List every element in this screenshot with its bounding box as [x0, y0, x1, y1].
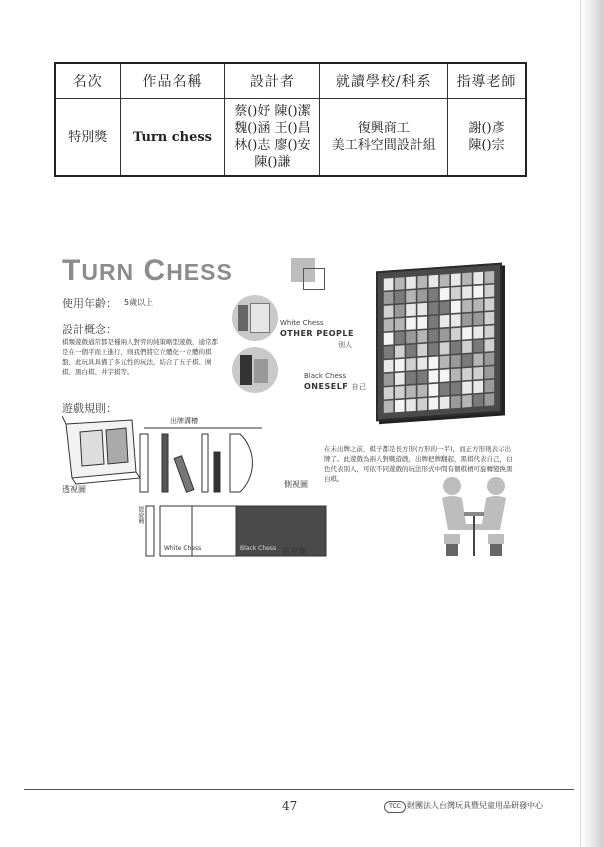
- board-cell: [462, 395, 472, 408]
- board-cell: [395, 372, 405, 385]
- board-cell: [473, 285, 483, 298]
- board-cell: [406, 276, 416, 289]
- board-cell: [384, 400, 394, 413]
- board-cell: [473, 394, 483, 407]
- front-white-label: White Chess: [164, 545, 202, 552]
- board-cell: [406, 290, 416, 303]
- board-cell: [485, 380, 495, 393]
- designer-line: 蔡()妤 陳()潔: [234, 104, 311, 119]
- board-cell: [395, 345, 405, 358]
- cell-rank: 特別獎: [55, 99, 120, 177]
- other-people-label: OTHER PEOPLE: [280, 329, 354, 338]
- board-cell: [440, 342, 450, 355]
- board-cell: [451, 355, 461, 368]
- board-cell: [429, 356, 439, 369]
- board-cell: [395, 304, 405, 317]
- white-chess-photo: [232, 295, 278, 341]
- board-cell: [429, 329, 439, 342]
- board-cell: [384, 305, 394, 318]
- board-cell: [485, 325, 495, 338]
- perspective-drawing: [62, 416, 140, 484]
- teacher-line: 謝()彥: [468, 121, 505, 136]
- slot-label: 出牌溝槽: [170, 417, 198, 425]
- board-cell: [429, 302, 439, 315]
- board-cell: [462, 273, 472, 286]
- board-cell: [451, 273, 461, 286]
- board-cell: [429, 275, 439, 288]
- board-cell: [473, 272, 483, 285]
- board-cell: [406, 358, 416, 371]
- oneself-label: [304, 382, 367, 392]
- side-view-label: 側視圖: [284, 480, 308, 489]
- board-cell: [384, 332, 394, 345]
- board-cell: [451, 328, 461, 341]
- table-row: [55, 99, 526, 177]
- board-cell: [462, 354, 472, 367]
- concept-label: 設計概念：: [62, 323, 117, 336]
- black-chess-label: Black Chess: [304, 372, 347, 380]
- board-cell: [451, 314, 461, 327]
- oneself-en: ONESELF: [304, 382, 349, 391]
- board-cell: [485, 393, 495, 406]
- title-rest: URN: [81, 259, 135, 285]
- school-line: 復興商工: [357, 121, 410, 136]
- board-cell: [451, 382, 461, 395]
- board-cell: [451, 287, 461, 300]
- side-view-drawing: [140, 428, 262, 492]
- board-cell: [384, 360, 394, 373]
- board-cell: [440, 369, 450, 382]
- product-poster: [58, 250, 528, 570]
- board-cell: [395, 359, 405, 372]
- header-rank: 名次: [55, 63, 120, 99]
- board-cell: [384, 292, 394, 305]
- board-cell: [417, 344, 427, 357]
- iso-view-label: 透視圖: [62, 485, 86, 494]
- chess-board-photo: [376, 263, 502, 422]
- board-cell: [417, 289, 427, 302]
- board-cell: [440, 396, 450, 409]
- board-cell: [485, 366, 495, 379]
- board-cell: [417, 398, 427, 411]
- tcc-logo-icon: TCC: [384, 801, 406, 813]
- board-cell: [395, 277, 405, 290]
- rotate-label: 能旋轉: [137, 506, 144, 524]
- board-cell: [451, 396, 461, 409]
- board-cell: [473, 353, 483, 366]
- board-cell: [485, 312, 495, 325]
- board-cell: [429, 343, 439, 356]
- board-cell: [384, 346, 394, 359]
- board-cell: [473, 313, 483, 326]
- board-cell: [440, 301, 450, 314]
- title-outline-square-icon: [303, 268, 325, 290]
- board-cell: [406, 385, 416, 398]
- board-cell: [440, 328, 450, 341]
- board-cell: [395, 318, 405, 331]
- page-number: 47: [282, 799, 298, 813]
- board-cell: [406, 344, 416, 357]
- board-cell: [384, 319, 394, 332]
- board-cell: [485, 271, 495, 284]
- board-cell: [462, 286, 472, 299]
- table-header-row: [55, 63, 526, 99]
- front-black-label: Black Chess: [240, 545, 277, 552]
- board-cell: [395, 386, 405, 399]
- board-cell: [384, 387, 394, 400]
- board-cell: [451, 300, 461, 313]
- board-cell: [384, 373, 394, 386]
- rules-label: 遊戲規則：: [62, 402, 117, 415]
- cell-teachers: [448, 99, 526, 177]
- board-cell: [485, 353, 495, 366]
- designer-line: 林()志 廖()安: [234, 138, 311, 153]
- front-view-label: 前視圖: [282, 547, 306, 556]
- title-letter: C: [143, 254, 167, 287]
- board-cell: [417, 384, 427, 397]
- board-cell: [462, 327, 472, 340]
- board-cell: [406, 304, 416, 317]
- board-cell: [406, 399, 416, 412]
- cell-designers: [225, 99, 320, 177]
- designer-line: 魏()涵 王()昌: [234, 121, 311, 136]
- board-cell: [462, 368, 472, 381]
- board-cell: [451, 341, 461, 354]
- header-teachers: 指導老師: [448, 63, 526, 99]
- board-cell: [429, 316, 439, 329]
- two-players-illustration: [434, 472, 514, 560]
- board-cell: [473, 367, 483, 380]
- board-cell: [406, 317, 416, 330]
- board-cell: [417, 371, 427, 384]
- board-cell: [462, 341, 472, 354]
- other-people-cn: 別人: [338, 341, 352, 349]
- board-cell: [473, 299, 483, 312]
- board-cell: [417, 316, 427, 329]
- org-name: 財團法人台灣玩具暨兒童用品研發中心: [407, 801, 543, 810]
- board-cell: [395, 400, 405, 413]
- board-cell: [440, 288, 450, 301]
- white-chess-label: White Chess: [280, 319, 324, 327]
- footer-rule: [24, 789, 574, 790]
- header-work: 作品名稱: [120, 63, 225, 99]
- poster-title: [62, 254, 233, 288]
- board-cell: [417, 330, 427, 343]
- board-cell: [395, 291, 405, 304]
- board-cell: [406, 331, 416, 344]
- board-cell: [417, 357, 427, 370]
- board-cell: [429, 288, 439, 301]
- teacher-line: 陳()宗: [468, 138, 505, 153]
- page-edge-line: [580, 0, 581, 847]
- board-cell: [440, 315, 450, 328]
- title-rest: HESS: [166, 259, 233, 285]
- title-letter: T: [62, 254, 82, 287]
- age-value: 5歲以上: [124, 298, 154, 307]
- board-cell: [462, 313, 472, 326]
- black-chess-photo: [232, 347, 278, 393]
- designer-line: 陳()謙: [254, 155, 291, 170]
- cell-school: [320, 99, 448, 177]
- award-table: [54, 62, 527, 177]
- board-cell: [485, 298, 495, 311]
- header-designers: 設計者: [225, 63, 320, 99]
- rules-text: 在未出牌之前，棋子都是長方形(方形的一半)，而正方形則表示出牌了。此遊戲為兩人對戰遊戲，出牌把牌翻起，黑棋代表自己，白色代表別人，可依不同遊戲的玩法形式中間有個棋槓可旋轉變換黑白棋。: [324, 445, 513, 483]
- board-cell: [473, 340, 483, 353]
- board-cell: [440, 383, 450, 396]
- header-school: 就讀學校/科系: [320, 63, 448, 99]
- page-edge-shadow: [581, 0, 603, 847]
- board-cell: [440, 274, 450, 287]
- board-cell: [384, 278, 394, 291]
- board-cell: [417, 303, 427, 316]
- board-cell: [473, 326, 483, 339]
- board-cell: [429, 397, 439, 410]
- board-cell: [440, 356, 450, 369]
- concept-text: 棋類遊戲通常都是種兩人對弈的純策略型遊戲，通常都是在一個平面上進行，則我們將它立體化一立體的棋盤，此玩具具備了多元性的玩法，結合了五子棋、圍棋、黑白棋、井字棋等。: [62, 338, 218, 376]
- cell-work: Turn chess: [120, 99, 225, 177]
- board-grid: [378, 265, 500, 420]
- oneself-cn: 自己: [351, 383, 367, 391]
- board-cell: [417, 276, 427, 289]
- board-cell: [485, 285, 495, 298]
- board-cell: [429, 370, 439, 383]
- board-cell: [462, 381, 472, 394]
- board-cell: [406, 372, 416, 385]
- age-label: 使用年齡：: [62, 297, 117, 310]
- school-line: 美工科空間設計組: [331, 138, 436, 153]
- board-cell: [451, 368, 461, 381]
- board-cell: [485, 339, 495, 352]
- board-cell: [395, 332, 405, 345]
- board-cell: [462, 300, 472, 313]
- board-cell: [473, 381, 483, 394]
- board-cell: [429, 384, 439, 397]
